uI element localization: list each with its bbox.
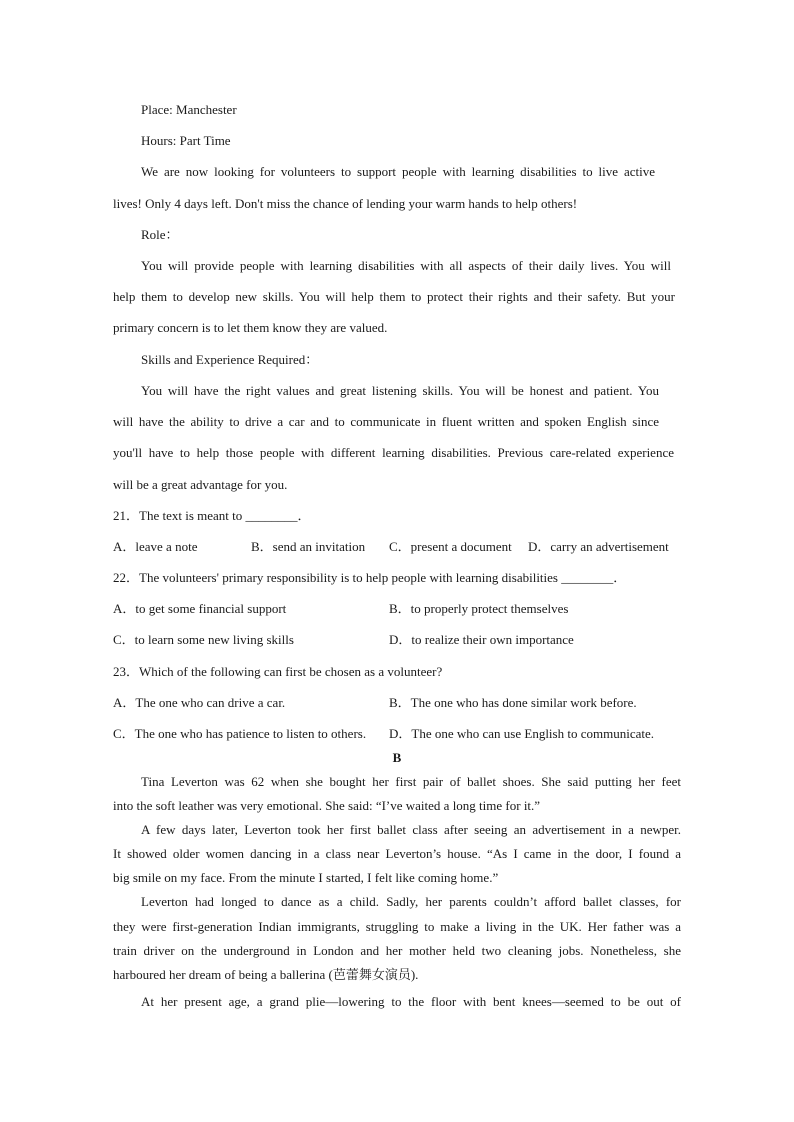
passage-b-p1-line-1: Tina Leverton was 62 when she bought her first pair of ballet shoes. She said putting her feet [141,774,681,789]
skills-line-2: will have the ability to drive a car and to communicate in fluent written and spoken English since [113,414,659,429]
role-line-3: primary concern is to let them know they are valued. [113,320,388,335]
question-22-option-a: A．to get some financial support [113,601,287,616]
skills-line-4: will be a great advantage for you. [113,477,288,492]
question-22-option-b: B．to properly protect themselves [389,601,569,616]
passage-b-p2-line-2: It showed older women dancing in a class near Leverton’s house. “As I came in the door, I found a [113,846,681,861]
passage-b-p1-line-2: into the soft leather was very emotional. She said: “I’ve waited a long time for it.” [113,798,541,813]
question-22-stem: 22．The volunteers' primary responsibility is to help people with learning disabilities ________． [113,570,627,585]
role-line-1: You will provide people with learning disabilities with all aspects of their daily lives. You will [141,258,671,273]
question-21-option-a: A．leave a note [113,539,198,554]
question-23-option-d: D．The one who can use English to communicate. [389,726,654,741]
listing-hours: Hours: Part Time [141,133,231,148]
passage-b-p3-line-2: they were first-generation Indian immigrants, struggling to make a living in the UK. Her father was a [113,919,681,934]
question-21-option-d: D．carry an advertisement [528,539,669,554]
passage-b-p3-line-4: harboured her dream of being a ballerina (芭蕾舞女演员). [113,967,419,982]
listing-intro-line-2: lives! Only 4 days left. Don't miss the chance of lending your warm hands to help others! [113,196,578,211]
question-22-option-d: D．to realize their own importance [389,632,574,647]
question-23-stem: 23．Which of the following can first be chosen as a volunteer? [113,664,443,679]
passage-b-p3-line-3: train driver on the underground in London and her mother held two cleaning jobs. Nonetheless, she [113,943,681,958]
role-heading: Role： [141,227,179,242]
listing-place: Place: Manchester [141,102,237,117]
question-21-option-b: B．send an invitation [251,539,366,554]
skills-line-1: You will have the right values and great listening skills. You will be honest and patient. You [141,383,659,398]
skills-heading: Skills and Experience Required： [141,352,319,367]
listing-intro-line-1: We are now looking for volunteers to support people with learning disabilities to live active [141,164,655,179]
question-21-option-c: C．present a document [389,539,512,554]
passage-b-p2-line-1: A few days later, Leverton took her first ballet class after seeing an advertisement in a newper. [141,822,681,837]
passage-b-heading: B [392,750,402,765]
role-line-2: help them to develop new skills. You will help them to protect their rights and their safety. But your [113,289,675,304]
skills-line-3: you'll have to help those people with different learning disabilities. Previous care-related experience [113,445,674,460]
question-21-stem: 21．The text is meant to ________． [113,508,311,523]
question-23-option-a: A．The one who can drive a car. [113,695,286,710]
question-23-option-b: B．The one who has done similar work before. [389,695,637,710]
passage-b-p3-line-1: Leverton had longed to dance as a child. Sadly, her parents couldn’t afford ballet classes, for [141,894,681,909]
question-23-option-c: C．The one who has patience to listen to others. [113,726,367,741]
passage-b-p2-line-3: big smile on my face. From the minute I started, I felt like coming home.” [113,870,499,885]
question-22-option-c: C．to learn some new living skills [113,632,294,647]
passage-b-p4-line-1: At her present age, a grand plie—lowering to the floor with bent knees—seemed to be out of [141,994,681,1009]
